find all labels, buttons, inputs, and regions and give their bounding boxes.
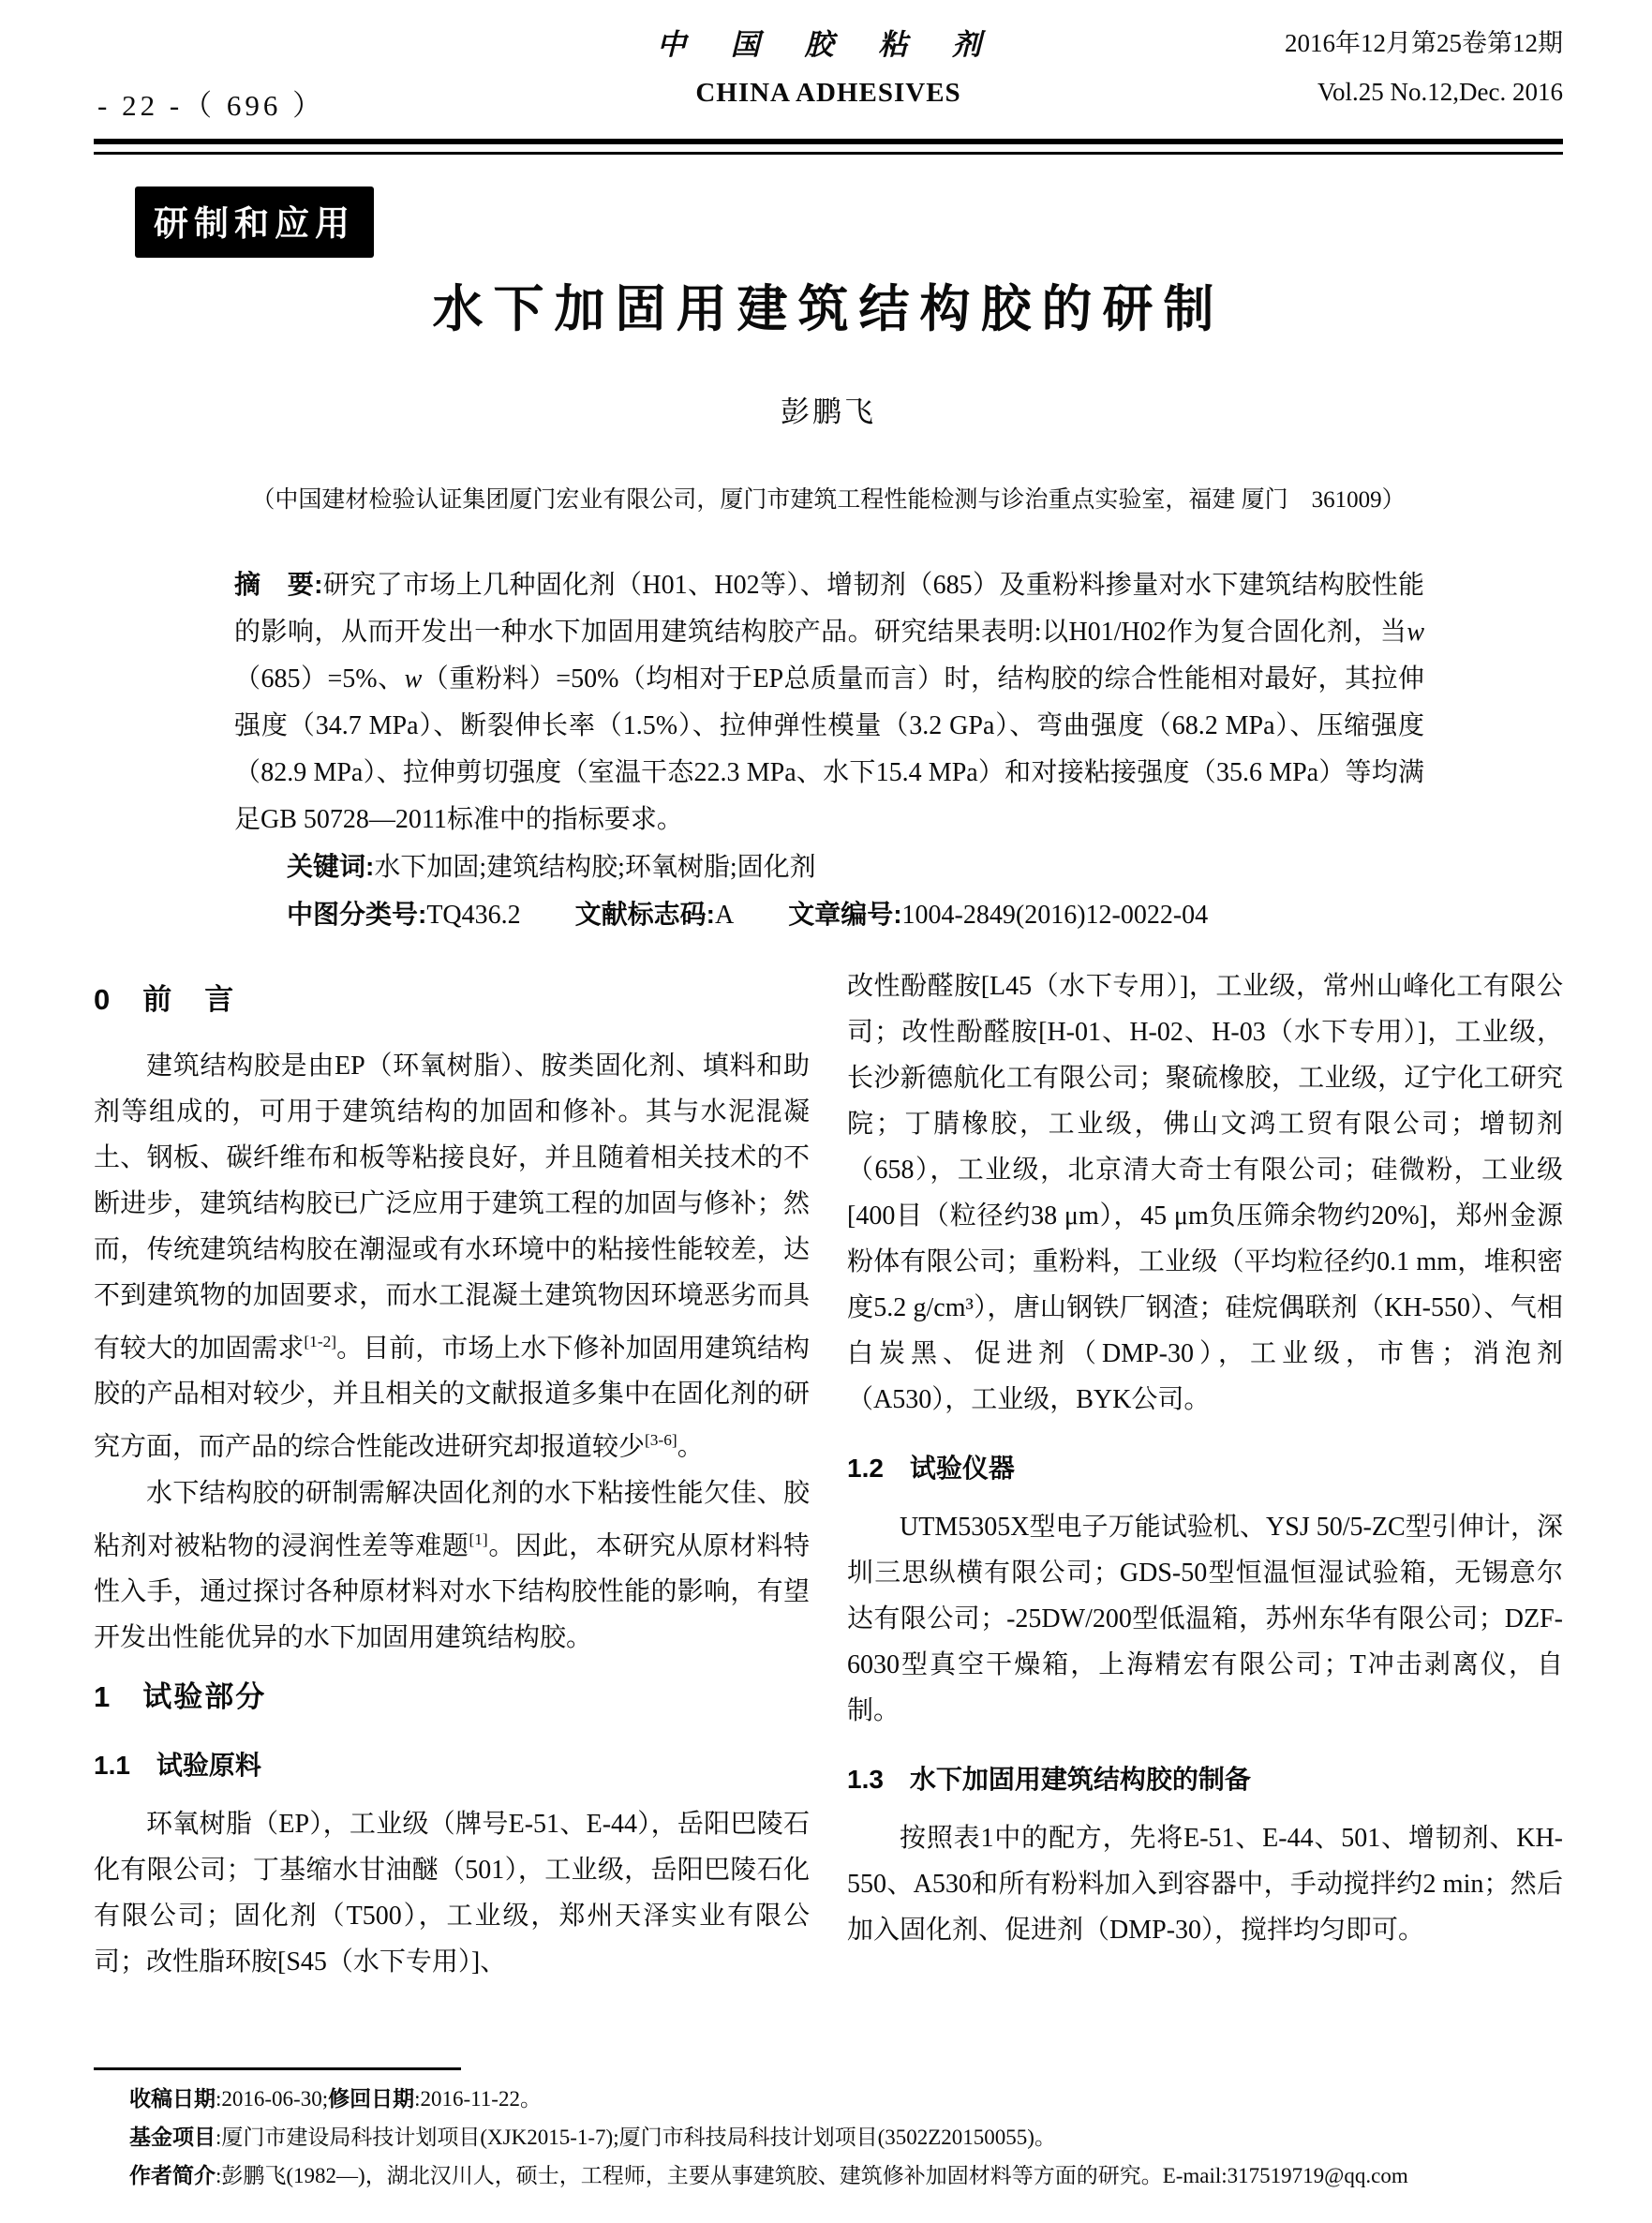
abstract-block: [234, 561, 1424, 939]
right-column: [847, 963, 1563, 1985]
article-id-value: 1004-2849(2016)12-0022-04: [901, 901, 1209, 930]
journal-title-cn: 中 国 胶 粘 剂: [657, 28, 1000, 61]
issue-info-block: [1285, 19, 1563, 116]
paragraph: 改性酚醛胺[L45（水下专用）]，工业级，常州山峰化工有限公司；改性酚醛胺[H-01、H-02、H-03（水下专用）]，工业级，长沙新德航化工有限公司；聚硫橡胶，工业级，辽宁化工研究院；丁腈橡胶，工业级，佛山文鸿工贸有限公司；增韧剂（658），工业级，北京清大奇士有限公司；硅微粉，工业级[400目（粒径约38 μm），45 μm负压筛余物约20%]，郑州金源粉体有限公司；重粉料，工业级（平均粒径约0.1 mm，堆积密度5.2 g/cm³），唐山钢铁厂钢渣；硅烷偶联剂（KH-550）、气相白炭黑、促进剂（DMP-30），工业级，市售；消泡剂（A530），工业级，BYK公司。: [847, 972, 1563, 1414]
header-double-rule: [94, 139, 1563, 155]
clc-value: TQ436.2: [426, 901, 521, 930]
page-header: [94, 0, 1563, 139]
section-heading: 1.1 试验原料: [94, 1750, 261, 1780]
journal-title-en: CHINA ADHESIVES: [695, 78, 961, 108]
paragraph: 按照表1中的配方，先将E-51、E-44、501、增韧剂、KH-550、A530和所有粉料加入到容器中，手动搅拌约2 min；然后加入固化剂、促进剂（DMP-30），搅拌均匀即可。: [847, 1824, 1563, 1945]
section-heading: 1 试验部分: [94, 1679, 267, 1713]
footnote-line: 收稿日期:2016-06-30;修回日期:2016-11-22。: [129, 2086, 542, 2111]
paragraph: 环氧树脂（EP），工业级（牌号E-51、E-44），岳阳巴陵石化有限公司；丁基缩水甘油醚（501），工业级，岳阳巴陵石化有限公司；固化剂（T500），工业级，郑州天泽实业有限公司；改性脂环胺[S45（水下专用）]、: [94, 1809, 810, 1977]
article-author: 彭鹏飞: [781, 395, 876, 428]
abstract-paragraph: [234, 561, 1424, 843]
article-affiliation: （中国建材检验认证集团厦门宏业有限公司，厦门市建筑工程性能检测与诊治重点实验室，福建 厦门 361009）: [251, 487, 1406, 513]
section-heading: 1.2 试验仪器: [847, 1454, 1015, 1483]
paragraph: UTM5305X型电子万能试验机、YSJ 50/5-ZC型引伸计，深圳三思纵横有限公司；GDS-50型恒温恒湿试验箱，无锡意尔达有限公司；-25DW/200型低温箱，苏州东华有限公司；DZF-6030型真空干燥箱，上海精宏有限公司；T冲击剥离仪，自制。: [847, 1513, 1563, 1725]
section-heading: 1.3 水下加固用建筑结构胶的制备: [847, 1765, 1251, 1794]
classification-line: [234, 891, 1424, 939]
abstract-text: 研究了市场上几种固化剂（H01、H02等）、增韧剂（685）及重粉料掺量对水下建筑结构胶性能的影响，从而开发出一种水下加固用建筑结构胶产品。研究结果表明:以H01/H02作为复合固化剂，当w（685）=5%、w（重粉料）=50%（均相对于EP总质量而言）时，结构胶的综合性能相对最好，其拉伸强度（34.7 MPa）、断裂伸长率（1.5%）、拉伸弹性模量（3.2 GPa）、弯曲强度（68.2 MPa）、压缩强度（82.9 MPa）、拉伸剪切强度（室温干态22.3 MPa、水下15.4 MPa）和对接粘接强度（35.6 MPa）等均满足GB 50728—2011标准中的指标要求。: [234, 571, 1425, 834]
issue-info-cn: 2016年12月第25卷第12期: [1285, 29, 1563, 57]
paragraph: 建筑结构胶是由EP（环氧树脂）、胺类固化剂、填料和助剂等组成的，可用于建筑结构的加固和修补。其与水泥混凝土、钢板、碳纤维布和板等粘接良好，并且随着相关技术的不断进步，建筑结构胶已广泛应用于建筑工程的加固与修补；然而，传统建筑结构胶在潮湿或有水环境中的粘接性能较差，达不到建筑物的加固要求，而水工混凝土建筑物因环境恶劣而具有较大的加固需求[1-2]。目前，市场上水下修补加固用建筑结构胶的产品相对较少，并且相关的文献报道多集中在固化剂的研究方面，而产品的综合性能改进研究却报道较少[3-6]。: [94, 1052, 810, 1462]
doc-code-value: A: [714, 901, 735, 930]
doc-code-label: 文献标志码:: [574, 900, 715, 929]
body-columns: [94, 963, 1563, 1985]
page-number: - 22 -（ 696 ）: [97, 89, 326, 122]
footnotes: [129, 2080, 1563, 2195]
footnote-area: [94, 2067, 1563, 2195]
keywords-text: 水下加固;建筑结构胶;环氧树脂;固化剂: [374, 853, 816, 882]
article-id-label: 文章编号:: [788, 900, 902, 929]
column-badge: 研制和应用: [135, 186, 374, 258]
footnote-rule: [94, 2067, 461, 2070]
keywords-line: [234, 843, 1424, 891]
paragraph: 水下结构胶的研制需解决固化剂的水下粘接性能欠佳、胶粘剂对被粘物的浸润性差等难题[1]。因此，本研究从原材料特性入手，通过探讨各种原材料对水下结构胶性能的影响，有望开发出性能优异的水下加固用建筑结构胶。: [94, 1478, 810, 1652]
section-heading: 0 前 言: [94, 983, 236, 1016]
footnote-line: 基金项目:厦门市建设局科技计划项目(XJK2015-1-7);厦门市科技局科技计划项目(3502Z20150055)。: [129, 2125, 1056, 2149]
footnote-line: 作者简介:彭鹏飞(1982—)，湖北汉川人，硕士，工程师，主要从事建筑胶、建筑修补加固材料等方面的研究。E-mail:317519719@qq.com: [129, 2163, 1408, 2187]
page-content: [94, 0, 1563, 1985]
keywords-label: 关键词:: [287, 852, 375, 881]
clc-label: 中图分类号:: [287, 900, 427, 929]
left-column: [94, 963, 810, 1985]
issue-info-en: Vol.25 No.12,Dec. 2016: [1317, 78, 1563, 106]
abstract-label: 摘 要:: [234, 570, 323, 599]
article-title: 水下加固用建筑结构胶的研制: [432, 281, 1225, 337]
